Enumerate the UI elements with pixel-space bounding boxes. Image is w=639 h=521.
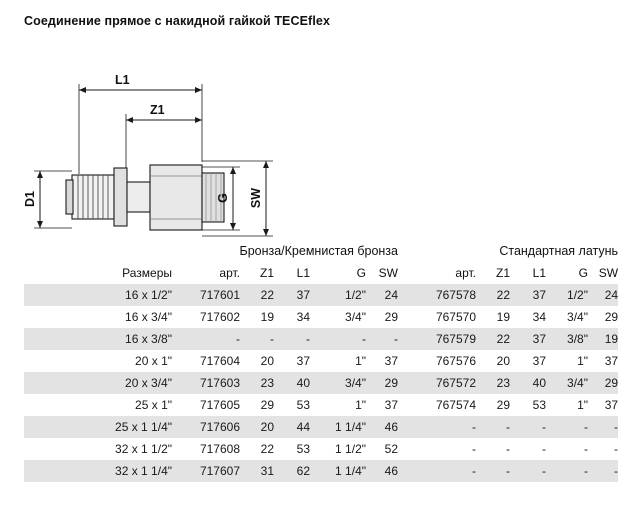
- cell-g-bronze: 1 1/4": [335, 464, 366, 478]
- cell-gap: [398, 284, 412, 306]
- cell-z1-bronze: 29: [260, 398, 274, 412]
- table-row: [24, 394, 618, 416]
- cell-l1-brass: 37: [532, 288, 546, 302]
- cell-art-bronze: 717606: [199, 420, 240, 434]
- cell-art-brass: 767574: [435, 398, 476, 412]
- cell-l1-bronze: -: [306, 332, 310, 346]
- header-art-brass: арт.: [455, 266, 476, 280]
- cell-z1-bronze: 23: [260, 376, 274, 390]
- cell-l1-bronze: 53: [296, 442, 310, 456]
- cell-l1-brass: 37: [532, 332, 546, 346]
- table-row: [24, 372, 618, 394]
- group-header-spacer: [24, 240, 172, 262]
- cell-art-bronze: 717602: [199, 310, 240, 324]
- cell-l1-brass: -: [542, 442, 546, 456]
- cell-sw-brass: -: [614, 420, 619, 434]
- cell-sw-bronze: 46: [384, 420, 398, 434]
- cell-z1-bronze: 20: [260, 354, 274, 368]
- group-header-row: [24, 240, 618, 262]
- cell-art-brass: 767572: [435, 376, 476, 390]
- spec-table-wrapper: [24, 240, 618, 482]
- cell-size: 20 x 3/4": [125, 376, 172, 390]
- cell-z1-brass: 22: [496, 288, 510, 302]
- cell-l1-bronze: 34: [296, 310, 310, 324]
- group-header-brass: Стандартная латунь: [499, 244, 619, 258]
- cell-z1-brass: 19: [496, 310, 510, 324]
- cell-l1-bronze: 40: [296, 376, 310, 390]
- cell-gap: [398, 306, 412, 328]
- cell-g-bronze: -: [362, 332, 366, 346]
- cell-l1-brass: 40: [532, 376, 546, 390]
- cell-sw-bronze: 52: [384, 442, 398, 456]
- cell-size: 25 x 1 1/4": [115, 420, 172, 434]
- cell-art-brass: -: [472, 442, 476, 456]
- label-sw: SW: [249, 187, 263, 209]
- cell-sw-brass: 19: [604, 332, 619, 346]
- cell-l1-bronze: 37: [296, 354, 310, 368]
- spec-table: [24, 240, 618, 482]
- header-z1-brass: Z1: [495, 266, 510, 280]
- table-row: [24, 284, 618, 306]
- cell-l1-brass: 37: [532, 354, 546, 368]
- cell-size: 20 x 1": [135, 354, 172, 368]
- cell-z1-bronze: 22: [260, 288, 274, 302]
- cell-art-bronze: 717603: [199, 376, 240, 390]
- table-row: [24, 460, 618, 482]
- cell-size: 25 x 1": [135, 398, 172, 412]
- cell-z1-bronze: 22: [260, 442, 274, 456]
- group-header-bronze: Бронза/Кремнистая бронза: [239, 244, 398, 258]
- cell-size: 16 x 3/4": [125, 310, 172, 324]
- cell-sw-brass: -: [614, 464, 619, 478]
- cell-z1-bronze: -: [270, 332, 274, 346]
- cell-art-bronze: 717605: [199, 398, 240, 412]
- cell-gap: [398, 372, 412, 394]
- cell-size: 16 x 1/2": [125, 288, 172, 302]
- cell-size: 32 x 1 1/4": [115, 464, 172, 478]
- cell-gap: [398, 394, 412, 416]
- cell-art-brass: -: [472, 420, 476, 434]
- cell-art-brass: -: [472, 464, 476, 478]
- cell-size: 32 x 1 1/2": [115, 442, 172, 456]
- cell-art-brass: 767578: [435, 288, 476, 302]
- cell-z1-brass: -: [506, 464, 510, 478]
- cell-l1-bronze: 53: [296, 398, 310, 412]
- cell-gap: [398, 328, 412, 350]
- header-size: Размеры: [122, 266, 172, 280]
- cell-l1-brass: 34: [532, 310, 546, 324]
- cell-sw-bronze: 29: [384, 376, 398, 390]
- cell-art-brass: 767576: [435, 354, 476, 368]
- label-d1: D1: [23, 191, 37, 207]
- cell-sw-bronze: 29: [384, 310, 398, 324]
- cell-art-bronze: -: [236, 332, 240, 346]
- page-title: Соединение прямое с накидной гайкой TECEflex: [24, 14, 330, 28]
- table-row: [24, 306, 618, 328]
- cell-z1-bronze: 31: [260, 464, 274, 478]
- cell-g-bronze: 1/2": [345, 288, 366, 302]
- cell-g-brass: 1": [577, 398, 588, 412]
- cell-z1-brass: 23: [496, 376, 510, 390]
- cell-size: 16 x 3/8": [125, 332, 172, 346]
- cell-g-brass: 3/4": [567, 310, 588, 324]
- header-art-bronze: арт.: [219, 266, 240, 280]
- cell-g-brass: 1": [577, 354, 588, 368]
- cell-g-bronze: 1": [355, 354, 366, 368]
- cell-art-bronze: 717607: [199, 464, 240, 478]
- cell-g-brass: 3/8": [567, 332, 588, 346]
- table-row: [24, 350, 618, 372]
- group-header-gap: [398, 240, 412, 262]
- label-g: G: [216, 193, 230, 203]
- cell-l1-brass: -: [542, 464, 546, 478]
- cell-art-bronze: 717608: [199, 442, 240, 456]
- cell-gap: [398, 438, 412, 460]
- cell-g-brass: 1/2": [567, 288, 588, 302]
- cell-l1-bronze: 37: [296, 288, 310, 302]
- column-header-row: [24, 262, 618, 284]
- label-z1: Z1: [150, 103, 165, 117]
- cell-g-bronze: 1": [355, 398, 366, 412]
- header-sw-bronze: SW: [378, 266, 398, 280]
- cell-sw-brass: 37: [604, 398, 619, 412]
- cell-sw-brass: 29: [604, 376, 619, 390]
- cell-g-brass: -: [584, 420, 588, 434]
- product-drawing: [0, 34, 639, 239]
- cell-g-bronze: 3/4": [345, 376, 366, 390]
- cell-art-bronze: 717604: [199, 354, 240, 368]
- header-l1-bronze: L1: [296, 266, 310, 280]
- cell-z1-brass: -: [506, 420, 510, 434]
- cell-z1-brass: 22: [496, 332, 510, 346]
- cell-sw-bronze: 37: [384, 398, 398, 412]
- cell-art-bronze: 717601: [199, 288, 240, 302]
- cell-l1-brass: 53: [532, 398, 546, 412]
- cell-gap: [398, 416, 412, 438]
- cell-sw-brass: 24: [604, 288, 619, 302]
- cell-sw-bronze: 37: [384, 354, 398, 368]
- cell-g-bronze: 1 1/4": [335, 420, 366, 434]
- cell-gap: [398, 350, 412, 372]
- header-sw-brass: SW: [598, 266, 619, 280]
- cell-z1-brass: 29: [496, 398, 510, 412]
- cell-z1-brass: -: [506, 442, 510, 456]
- table-row: [24, 416, 618, 438]
- cell-l1-bronze: 62: [296, 464, 310, 478]
- cell-z1-bronze: 20: [260, 420, 274, 434]
- header-g-bronze: G: [356, 266, 366, 280]
- cell-z1-bronze: 19: [260, 310, 274, 324]
- cell-g-bronze: 1 1/2": [335, 442, 366, 456]
- cell-g-bronze: 3/4": [345, 310, 366, 324]
- header-gap: [398, 262, 412, 284]
- cell-sw-brass: 37: [604, 354, 619, 368]
- header-l1-brass: L1: [532, 266, 546, 280]
- header-g-brass: G: [578, 266, 588, 280]
- cell-sw-brass: 29: [604, 310, 619, 324]
- cell-sw-bronze: -: [394, 332, 398, 346]
- cell-l1-brass: -: [542, 420, 546, 434]
- cell-g-brass: 3/4": [567, 376, 588, 390]
- cell-gap: [398, 460, 412, 482]
- label-l1: L1: [115, 73, 130, 87]
- cell-g-brass: -: [584, 442, 588, 456]
- cell-z1-brass: 20: [496, 354, 510, 368]
- cell-sw-bronze: 46: [384, 464, 398, 478]
- header-z1-bronze: Z1: [259, 266, 274, 280]
- cell-sw-brass: -: [614, 442, 619, 456]
- table-row: [24, 438, 618, 460]
- cell-l1-bronze: 44: [296, 420, 310, 434]
- cell-sw-bronze: 24: [384, 288, 398, 302]
- table-row: [24, 328, 618, 350]
- cell-art-brass: 767570: [435, 310, 476, 324]
- cell-art-brass: 767579: [435, 332, 476, 346]
- cell-g-brass: -: [584, 464, 588, 478]
